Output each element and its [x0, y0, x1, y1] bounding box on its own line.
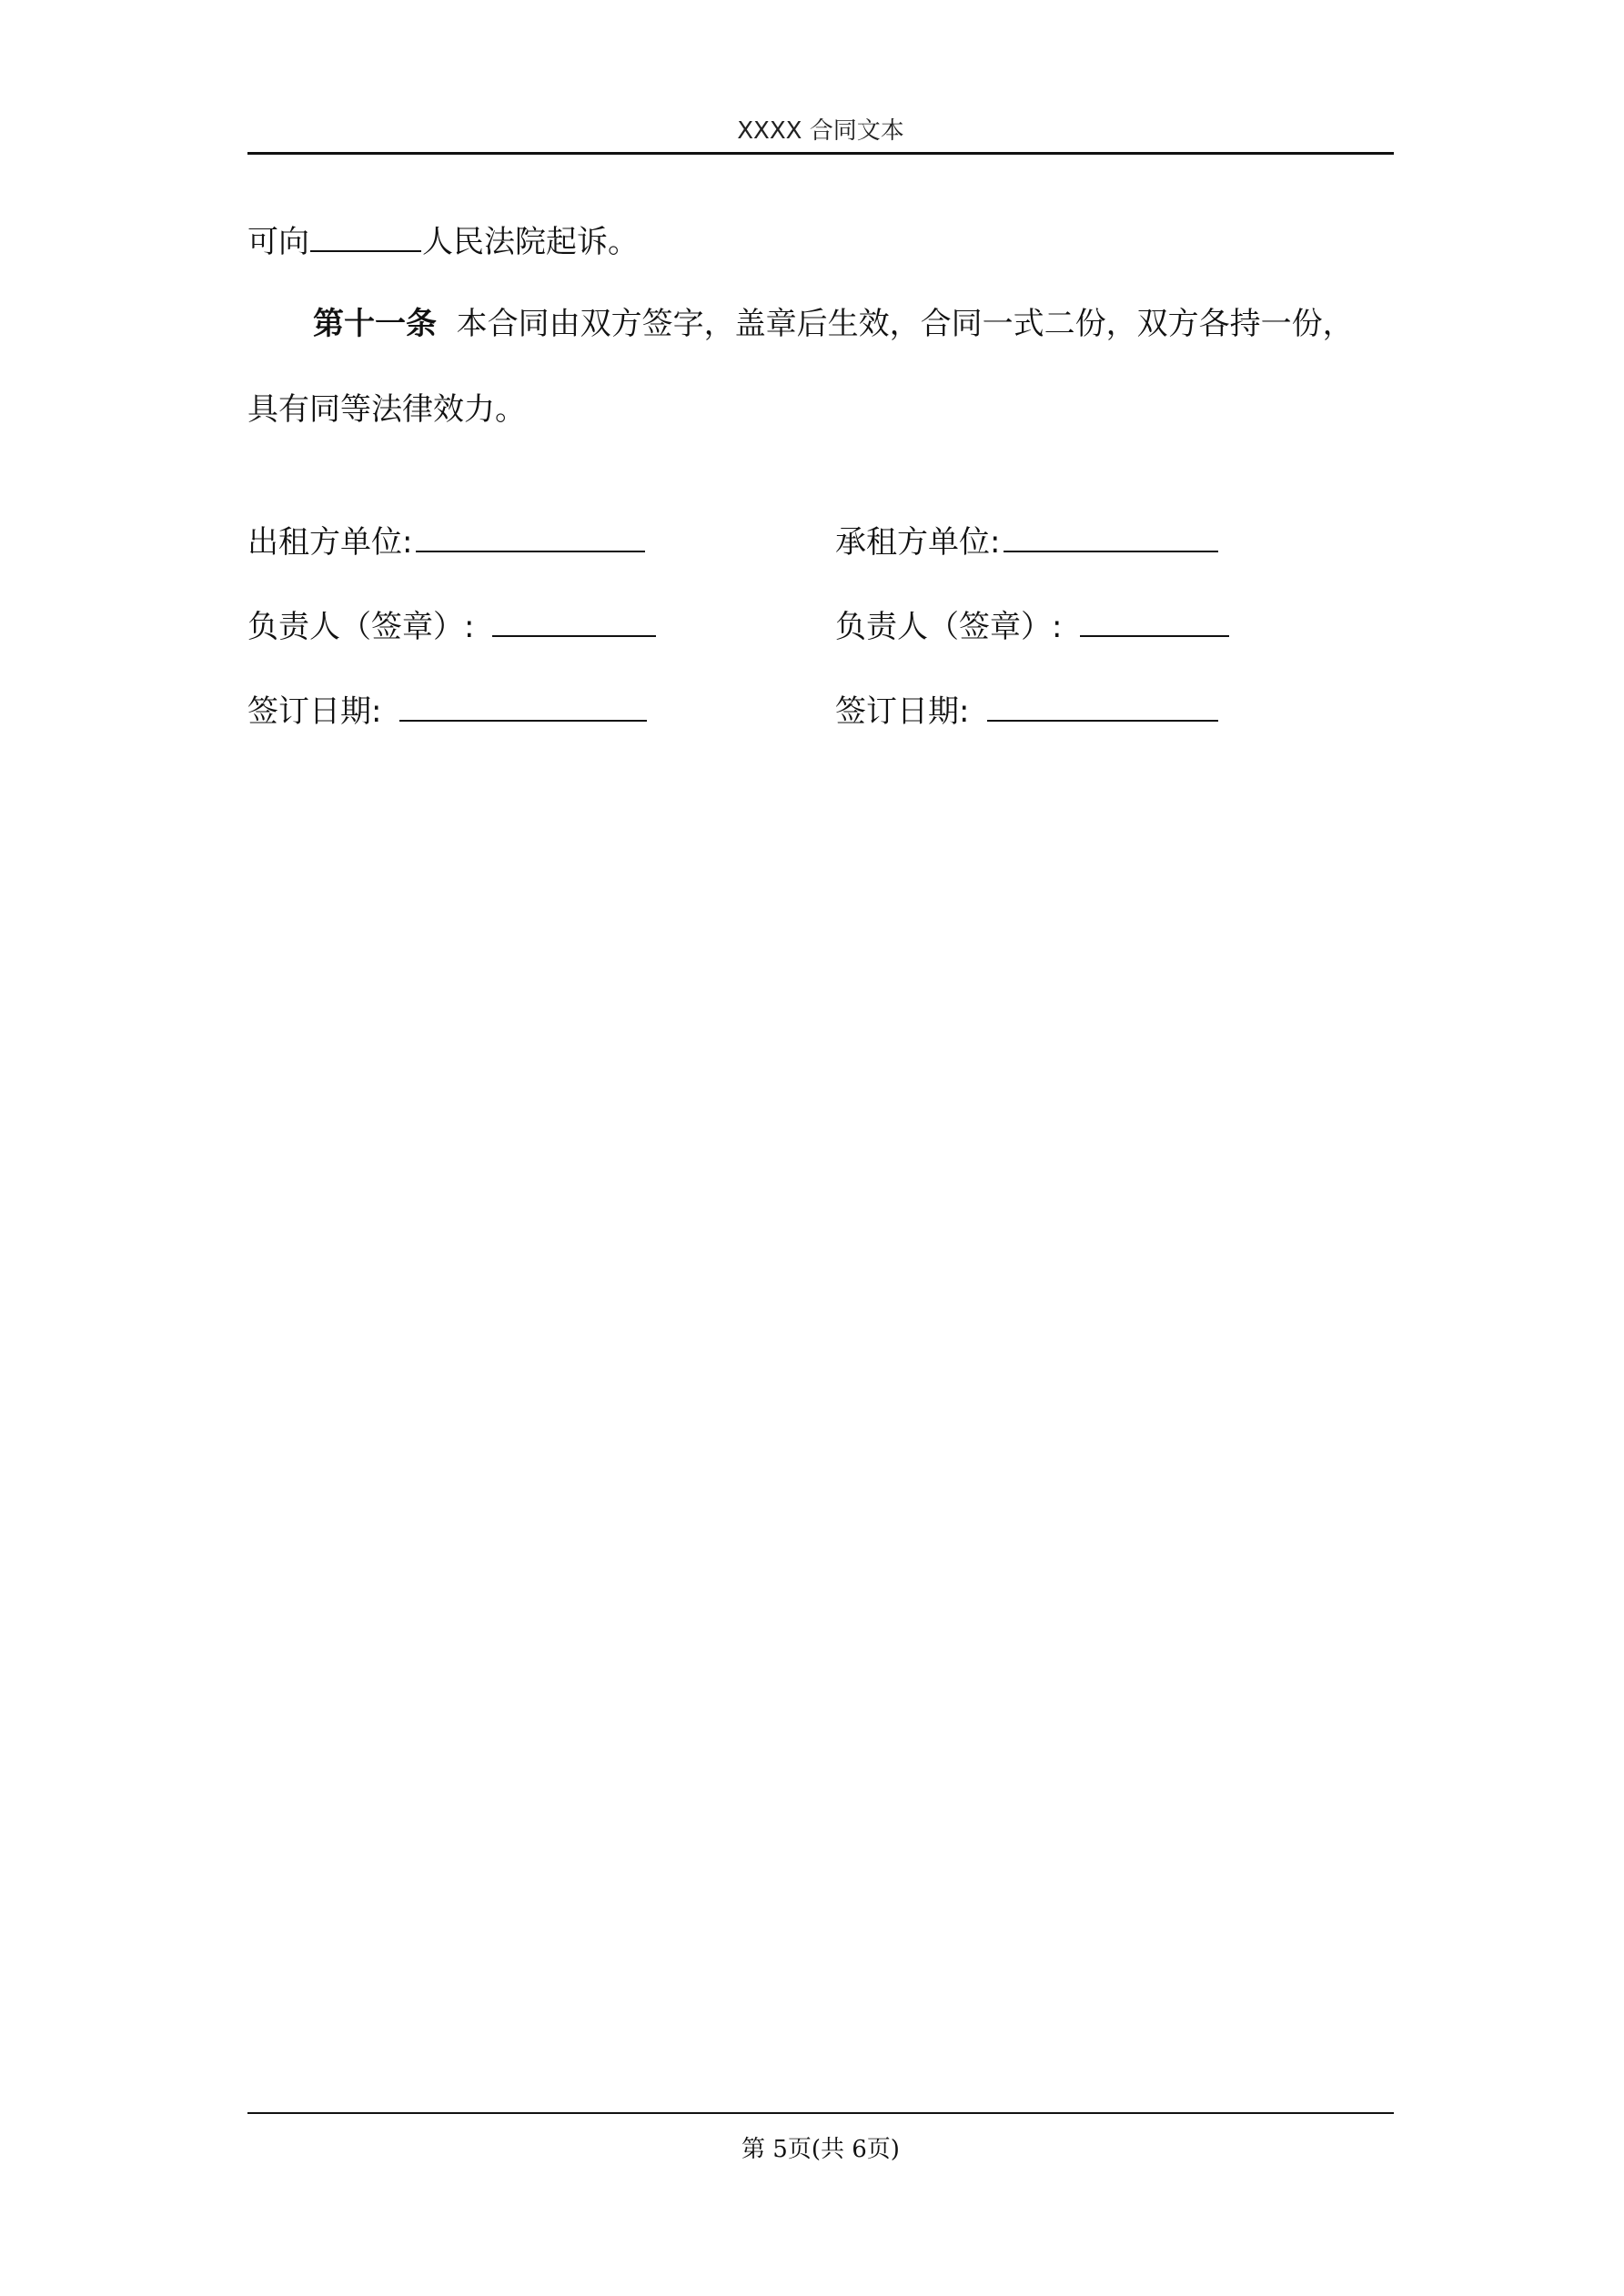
lessor-person-row — [247, 607, 656, 647]
lessor-unit-blank — [416, 523, 645, 552]
lessee-person-label: 负责人（签章）: — [835, 609, 1063, 645]
article-11-label: 第十一条 — [313, 306, 437, 342]
court-clause-prefix: 可向 — [247, 224, 309, 260]
lessee-date-row — [835, 692, 1218, 732]
court-name-blank — [310, 219, 421, 252]
court-clause-suffix: 人民法院起诉。 — [422, 224, 639, 260]
lessee-date-label: 签订日期: — [835, 693, 970, 730]
lessee-date-blank — [987, 693, 1218, 722]
court-clause-line — [247, 219, 639, 262]
lessee-unit-blank — [1004, 523, 1218, 552]
lessor-person-label: 负责人（签章）: — [247, 609, 475, 645]
lessor-date-row — [247, 692, 647, 732]
article-11-continuation — [247, 389, 526, 430]
article-11-text: 本合同由双方签字，盖章后生效，合同一式二份，双方各持一份， — [456, 306, 1354, 342]
lessor-date-label: 签订日期: — [247, 693, 382, 730]
lessee-unit-label: 承租方单位: — [835, 524, 1001, 561]
lessor-date-blank — [399, 693, 647, 722]
lessor-unit-label: 出租方单位: — [247, 524, 413, 561]
footer-rule — [247, 2112, 1394, 2114]
header-rule — [247, 152, 1394, 155]
lessor-unit-row — [247, 522, 645, 562]
lessee-unit-row — [835, 522, 1218, 562]
lessee-person-blank — [1080, 608, 1229, 637]
article-11-line — [313, 304, 1354, 344]
page-number: 第 5页(共 6页) — [741, 2136, 900, 2163]
lessee-person-row — [835, 607, 1229, 647]
header-title: XXXX 合同文本 — [737, 117, 904, 145]
article-11-text-cont: 具有同等法律效力。 — [247, 391, 526, 428]
lessor-person-blank — [492, 608, 656, 637]
